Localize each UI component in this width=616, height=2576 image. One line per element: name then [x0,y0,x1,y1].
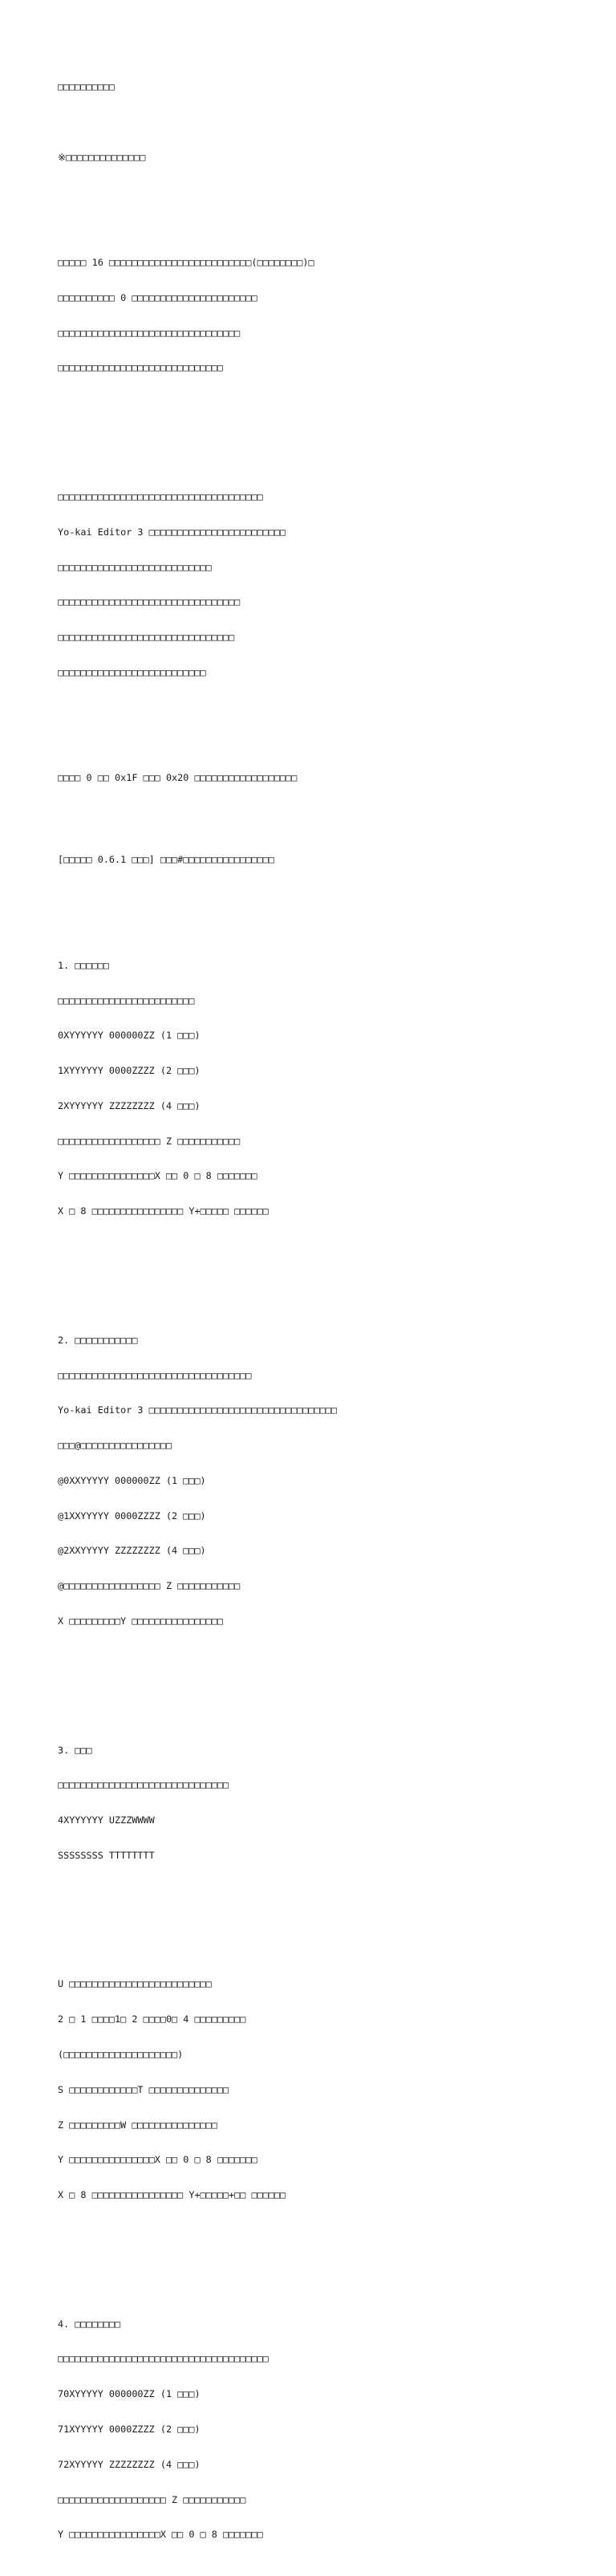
paragraph-line: □□□□□□□□□□□□□□□□□□□□□□□□□□□□□□□□□□□□□ [58,2353,269,2365]
paragraph-line: □□□□□□□□□□□□□□□□□□ Z □□□□□□□□□□□ [58,1135,241,1147]
document-title: □□□□□□□□□□ [58,81,116,93]
paragraph-line: □□□□□□□□□□□□□□□□□□□□□□□□□□□□□□□□ [58,596,241,608]
paragraph-line: □□□□□□□□□□□□□□□□□□□□□□□□□□□□□□□□□□ [58,1369,252,1381]
code-line: 1XYYYYYY 0000ZZZZ (2 □□□) [58,1065,201,1077]
paragraph-line: □□□□□□□□□□□□□□□□□□□□□□□□□□□□□□□□□□□□ [58,490,263,502]
spacer [58,116,587,128]
section-3-detail [58,1955,587,2225]
paragraph-line: □□□@□□□□□□□□□□□□□□□□ [58,1440,172,1452]
spacer [58,1908,587,1920]
paragraph-line: Y □□□□□□□□□□□□□□□X □□ 0 □ 8 □□□□□□□ [58,2154,257,2166]
spacer [58,1264,587,1276]
code-line: 4XYYYYYY UZZZWWWW [58,1814,155,1826]
spacer [58,807,587,819]
code-line: @1XXYYYYY 0000ZZZZ (2 □□□) [58,1509,206,1522]
code-line: @2XXYYYYY ZZZZZZZZ (4 □□□) [58,1545,206,1557]
paragraph-line: □□□□□□□□□□ 0 □□□□□□□□□□□□□□□□□□□□□□ [58,291,257,303]
section-1 [58,937,587,1241]
section-2 [58,1311,587,1651]
code-line: SSSSSSSS TTTTTTTT [58,1849,155,1861]
version-line: [□□□□□ 0.6.1 □□□] □□□#□□□□□□□□□□□□□□□□ [58,854,274,866]
spacer [58,421,587,433]
spacer [58,1674,587,1686]
code-line: 70XYYYYY 000000ZZ (1 □□□) [58,2388,201,2400]
range-line: □□□□ 0 □□ 0x1F □□□ 0x20 □□□□□□□□□□□□□□□□□□ [58,772,298,784]
paragraph-line: □□□□□□□□□□□□□□□□□□□□□□□□□□□□□□□ [58,632,235,644]
section-4 [58,2294,587,2564]
document-body [58,58,587,2576]
paragraph-line: (□□□□□□□□□□□□□□□□□□□□) [58,2048,184,2060]
spacer [58,725,587,737]
paragraph-line: X □ 8 □□□□□□□□□□□□□□□□ Y+□□□□□ □□□□□□ [58,1205,269,1217]
intro-paragraph [58,234,587,397]
paragraph-line: □□□□□□□□□□□□□□□□□□□□□□□□□□□ [58,561,212,573]
paragraph-line: @□□□□□□□□□□□□□□□□□ Z □□□□□□□□□□□ [58,1580,241,1592]
paragraph-line: X □ 8 □□□□□□□□□□□□□□□□ Y+□□□□□+□□ □□□□□□ [58,2189,286,2201]
section-3 [58,1721,587,1884]
code-line: 0XYYYYYY 000000ZZ (1 □□□) [58,1030,201,1042]
paragraph-line: □□□□□□□□□□□□□□□□□□□ Z □□□□□□□□□□□ [58,2493,246,2505]
paragraph-line: Yo-kai Editor 3 □□□□□□□□□□□□□□□□□□□□□□□□ [58,526,286,538]
paragraph-line: Yo-kai Editor 3 □□□□□□□□□□□□□□□□□□□□□□□□□□□□□□□□□ [58,1404,338,1416]
paragraph-line: Z □□□□□□□□□W □□□□□□□□□□□□□□□ [58,2119,217,2131]
paragraph-line: □□□□□□□□□□□□□□□□□□□□□□□□□□ [58,666,206,678]
code-line: 2XYYYYYY ZZZZZZZZ (4 □□□) [58,1099,201,1111]
paragraph-line: □□□□□□□□□□□□□□□□□□□□□□□□□□□□□ [58,362,223,374]
paragraph-line: □□□□□□□□□□□□□□□□□□□□□□□□□□□□□□ [58,1779,229,1791]
spacer [58,187,587,199]
paragraph-line: S □□□□□□□□□□□□T □□□□□□□□□□□□□□ [58,2083,229,2095]
spacer [58,2248,587,2260]
paragraph-line: □□□□□□□□□□□□□□□□□□□□□□□□ [58,994,195,1006]
note-line: ※□□□□□□□□□□□□□□ [58,151,146,163]
paragraph-line: U □□□□□□□□□□□□□□□□□□□□□□□□□ [58,1978,212,1990]
paragraph-line: Y □□□□□□□□□□□□□□□X □□ 0 □ 8 □□□□□□□ [58,1170,257,1182]
section-heading: 4. □□□□□□□□ [58,2318,121,2330]
code-line: @0XXYYYYY 000000ZZ (1 □□□) [58,1474,206,1486]
paragraph-line: Y □□□□□□□□□□□□□□□□X □□ 0 □ 8 □□□□□□□ [58,2529,263,2541]
code-line: 71XYYYYY 0000ZZZZ (2 □□□) [58,2423,201,2435]
paragraph-line: X □□□□□□□□□Y □□□□□□□□□□□□□□□□ [58,1615,223,1627]
paragraph-line: 2 □ 1 □□□□1□ 2 □□□□0□ 4 □□□□□□□□□ [58,2013,246,2025]
section-heading: 2. □□□□□□□□□□□ [58,1334,138,1346]
paragraph-line: □□□□□□□□□□□□□□□□□□□□□□□□□□□□□□□□ [58,327,241,339]
paragraph-line: □□□□□ 16 □□□□□□□□□□□□□□□□□□□□□□□□□(□□□□□□□□)□ [58,257,314,269]
code-line: 72XYYYYY ZZZZZZZZ (4 □□□) [58,2458,201,2470]
spacer [58,889,587,901]
section-heading: 1. □□□□□□ [58,959,109,971]
editor-paragraph [58,468,587,702]
section-heading: 3. □□□ [58,1744,92,1756]
